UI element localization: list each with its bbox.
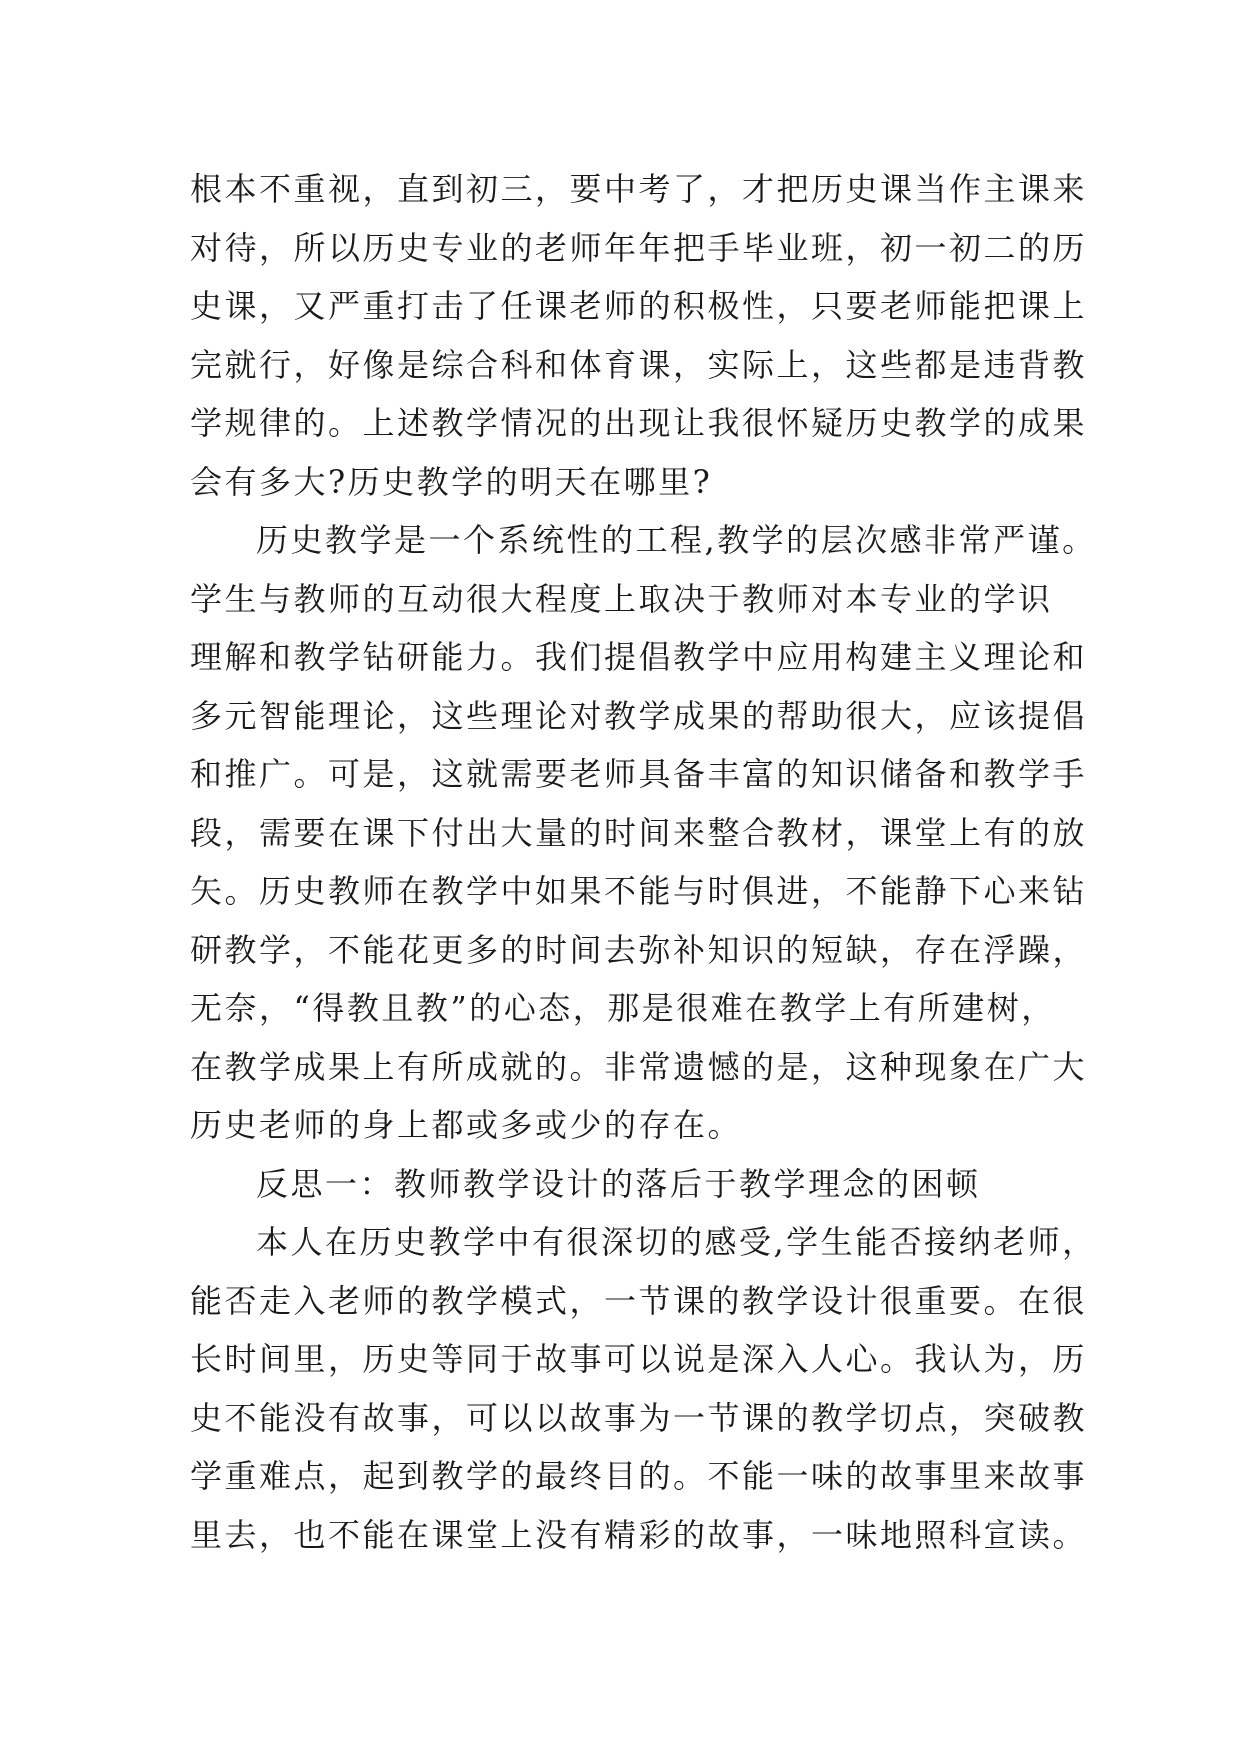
text-line: 段，需要在课下付出大量的时间来整合教材，课堂上有的放 xyxy=(190,813,1088,852)
paragraph-first-line: 历史教学是一个系统性的工程,教学的层次感非常严谨。 xyxy=(256,521,1097,559)
text-line: 里去，也不能在课堂上没有精彩的故事，一味地照科宣读。 xyxy=(190,1515,1088,1554)
text-line: 长时间里，历史等同于故事可以说是深入人心。我认为，历 xyxy=(190,1340,1088,1378)
text-line: 多元智能理论，这些理论对教学成果的帮助很大，应该提倡 xyxy=(190,696,1088,735)
text-line: 完就行，好像是综合科和体育课，实际上，这些都是违背教 xyxy=(190,345,1088,384)
text-line: 研教学，不能花更多的时间去弥补知识的短缺，存在浮躁， xyxy=(190,930,1088,969)
text-line: 学重难点，起到教学的最终目的。不能一味的故事里来故事 xyxy=(190,1457,1088,1495)
text-line: 矢。历史教师在教学中如果不能与时俱进，不能静下心来钻 xyxy=(190,872,1088,910)
text-line: 对待，所以历史专业的老师年年把手毕业班，初一初二的历 xyxy=(190,228,1088,267)
text-line: 学生与教师的互动很大程度上取决于教师对本专业的学识 xyxy=(190,579,1053,618)
paragraph-first-line: 本人在历史教学中有很深切的感受,学生能否接纳老师， xyxy=(256,1223,1097,1261)
text-line: 在教学成果上有所成就的。非常遗憾的是，这种现象在广大 xyxy=(190,1047,1088,1086)
text-line: 根本不重视，直到初三，要中考了，才把历史课当作主课来 xyxy=(190,170,1088,208)
body-text xyxy=(190,160,1097,1564)
text-line: 无奈，“得教且教”的心态，那是很难在教学上有所建树， xyxy=(190,989,1056,1027)
text-line: 理解和教学钻研能力。我们提倡教学中应用构建主义理论和 xyxy=(190,638,1088,676)
text-line: 和推广。可是，这就需要老师具备丰富的知识储备和教学手 xyxy=(190,755,1088,793)
text-line: 会有多大?历史教学的明天在哪里? xyxy=(190,462,713,501)
section-heading: 反思一：教师教学设计的落后于教学理念的困顿 xyxy=(256,1164,981,1203)
text-line: 史课，又严重打击了任课老师的积极性，只要老师能把课上 xyxy=(190,287,1088,325)
text-line: 学规律的。上述教学情况的出现让我很怀疑历史教学的成果 xyxy=(190,404,1088,442)
text-line: 能否走入老师的教学模式，一节课的教学设计很重要。在很 xyxy=(190,1281,1088,1320)
text-line: 史不能没有故事，可以以故事为一节课的教学切点，突破教 xyxy=(190,1398,1088,1437)
text-line: 历史老师的身上都或多或少的存在。 xyxy=(190,1106,743,1144)
